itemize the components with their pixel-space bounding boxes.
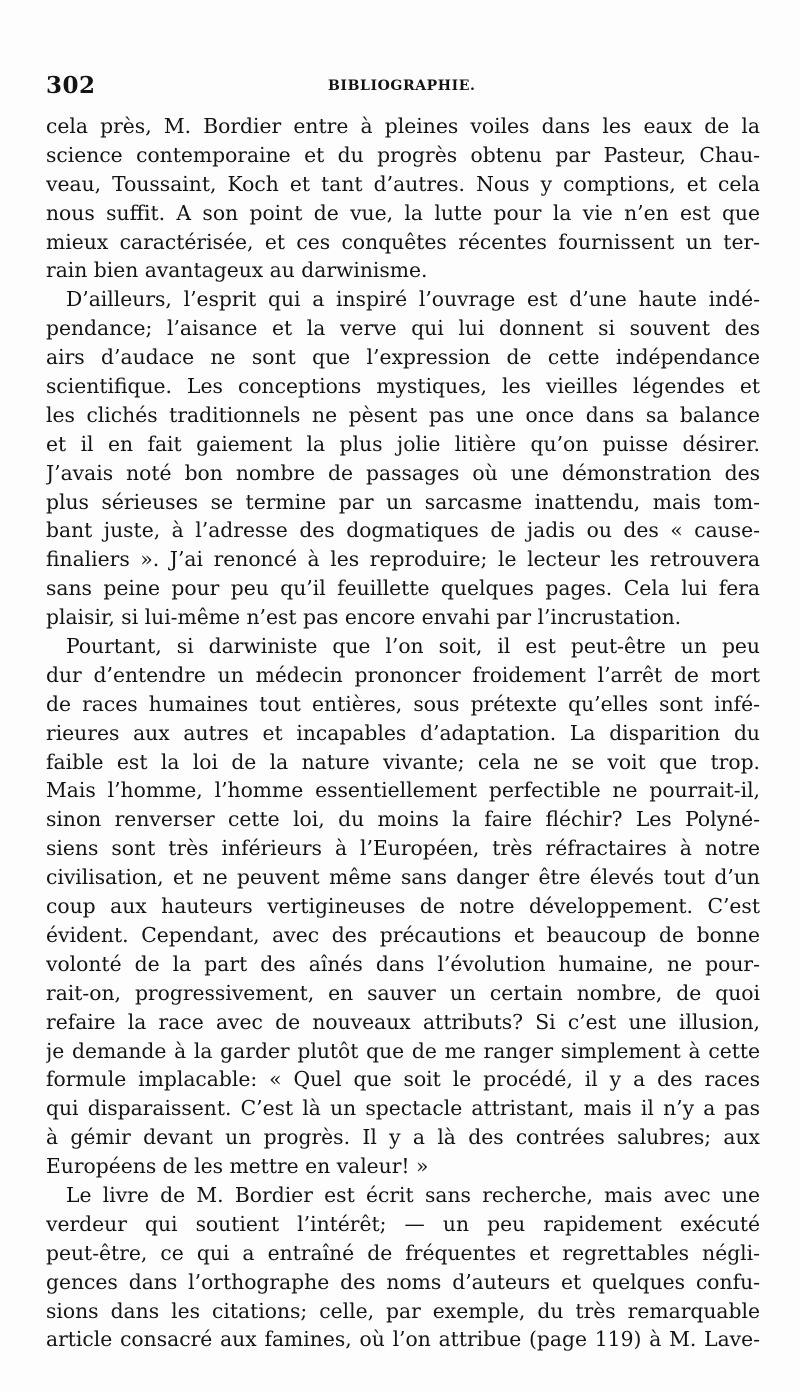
text-line: évident. Cependant, avec des précautions et beaucoup de bonne	[46, 922, 760, 947]
text-line: rain bien avantageux au darwinisme.	[46, 258, 428, 283]
text-line: Mais l’homme, l’homme essentiellement perfectible ne pourrait-il,	[46, 778, 760, 803]
text-line: sions dans les citations; celle, par exemple, du très remarquable	[46, 1298, 760, 1323]
body-text	[46, 112, 760, 1354]
text-line: formule implacable: « Quel que soit le procédé, il y a des races	[46, 1067, 760, 1092]
text-line: je demande à la garder plutôt que de me ranger simplement à cette	[46, 1038, 760, 1063]
text-line: Le livre de M. Bordier est écrit sans recherche, mais avec une	[66, 1182, 760, 1207]
text-line: civilisation, et ne peuvent même sans danger être élevés tout d’un	[46, 865, 760, 890]
text-line: siens sont très inférieurs à l’Européen, très réfractaires à notre	[46, 836, 760, 861]
text-line: sans peine pour peu qu’il feuillette quelques pages. Cela lui fera	[46, 576, 760, 601]
text-line: mieux caractérisée, et ces conquêtes récentes fournissent un ter-	[46, 229, 760, 254]
text-line: sinon renverser cette loi, du moins la faire fléchir? Les Polyné-	[46, 807, 760, 832]
text-line: Pourtant, si darwiniste que l’on soit, il est peut-être un peu	[66, 634, 760, 659]
text-line: verdeur qui soutient l’intérêt; — un peu rapidement exécuté	[46, 1211, 760, 1236]
text-line: nous suffit. A son point de vue, la lutte pour la vie n’en est que	[46, 200, 760, 225]
page-header	[46, 72, 762, 106]
running-title: BIBLIOGRAPHIE.	[328, 78, 476, 94]
text-line: airs d’audace ne sont que l’expression de cette indépendance	[46, 345, 760, 370]
text-line: pendance; l’aisance et la verve qui lui donnent si souvent des	[46, 316, 760, 341]
text-line: volonté de la part des aînés dans l’évolution humaine, ne pour-	[46, 951, 760, 976]
text-line: refaire la race avec de nouveaux attributs? Si c’est une illusion,	[46, 1009, 760, 1034]
text-line: science contemporaine et du progrès obtenu par Pasteur, Chau-	[46, 142, 760, 167]
text-line: article consacré aux famines, où l’on attribue (page 119) à M. Lave-	[46, 1327, 760, 1352]
text-line: cela près, M. Bordier entre à pleines voiles dans les eaux de la	[46, 114, 760, 138]
text-line: qui disparaissent. C’est là un spectacle attristant, mais il n’y a pas	[46, 1096, 760, 1121]
text-line: D’ailleurs, l’esprit qui a inspiré l’ouvrage est d’une haute indé-	[66, 287, 760, 312]
text-line: faible est la loi de la nature vivante; cela ne se voit que trop.	[46, 749, 760, 774]
text-line: à gémir devant un progrès. Il y a là des contrées salubres; aux	[46, 1125, 760, 1150]
text-line: dur d’entendre un médecin prononcer froidement l’arrêt de mort	[46, 662, 760, 687]
text-line: scientifique. Les conceptions mystiques, les vieilles légendes et	[46, 374, 760, 399]
text-line: de races humaines tout entières, sous prétexte qu’elles sont infé-	[46, 691, 760, 716]
text-line: les clichés traditionnels ne pèsent pas une once dans sa balance	[46, 402, 760, 427]
text-line: Européens de les mettre en valeur! »	[46, 1154, 429, 1179]
page-number: 302	[46, 72, 96, 99]
text-line: veau, Toussaint, Koch et tant d’autres. Nous y comptions, et cela	[46, 171, 760, 196]
text-line: coup aux hauteurs vertigineuses de notre développement. C’est	[46, 894, 760, 919]
text-line: rieures aux autres et incapables d’adaptation. La disparition du	[46, 720, 760, 745]
text-line: rait-on, progressivement, en sauver un certain nombre, de quoi	[46, 980, 760, 1005]
text-line: J’avais noté bon nombre de passages où une démonstration des	[46, 460, 760, 485]
text-line: plaisir, si lui-même n’est pas encore envahi par l’incrustation.	[46, 605, 682, 630]
text-line: gences dans l’orthographe des noms d’auteurs et quelques confu-	[46, 1269, 760, 1294]
text-line: finaliers ». J’ai renoncé à les reproduire; le lecteur les retrouvera	[46, 547, 760, 572]
text-line: plus sérieuses se termine par un sarcasme inattendu, mais tom-	[46, 489, 760, 514]
text-line: bant juste, à l’adresse des dogmatiques de jadis ou des « cause-	[46, 518, 760, 543]
text-line: peut-être, ce qui a entraîné de fréquentes et regrettables négli-	[46, 1240, 760, 1265]
text-line: et il en fait gaiement la plus jolie litière qu’on puisse désirer.	[46, 431, 760, 456]
